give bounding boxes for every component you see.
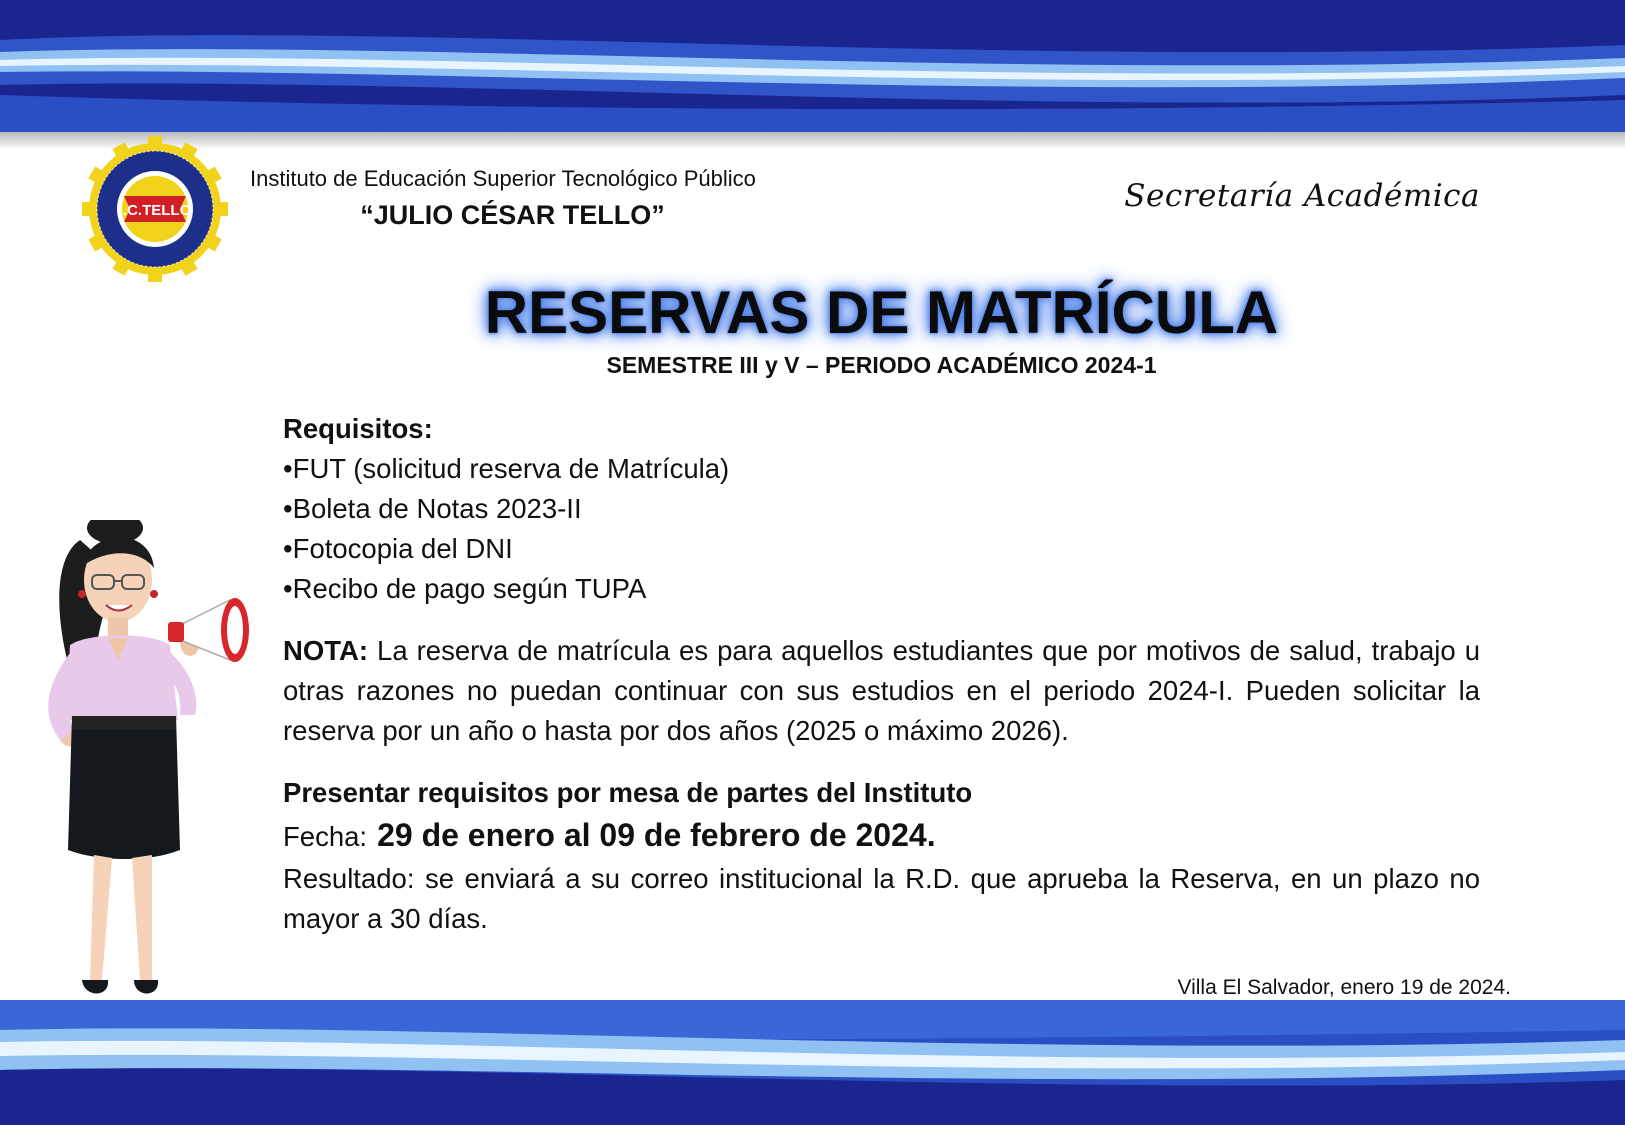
note-paragraph [283, 631, 1480, 751]
institute-name: “JULIO CÉSAR TELLO” [360, 200, 665, 230]
institute-logo [80, 134, 230, 284]
submission-heading: Presentar requisitos por mesa de partes del Instituto [283, 777, 973, 808]
logo-badge-text: I.C.TELLO [118, 202, 192, 219]
requirement-item: • FUT (solicitud reserva de Matrícula) [283, 449, 1480, 489]
result-paragraph: Resultado: se enviará a su correo institucional la R.D. que aprueba la Reserva, en un plazo no mayor a 30 días. [283, 863, 1480, 934]
requirements-heading: Requisitos: [283, 413, 433, 444]
department-name: Secretaría Académica [1124, 178, 1480, 214]
place-and-date: Villa El Salvador, enero 19 de 2024. [1177, 976, 1511, 999]
note-label: NOTA: [283, 635, 369, 666]
date-label: Fecha: [283, 821, 368, 852]
footer-wave-band [0, 1000, 1625, 1125]
page-title: RESERVAS DE MATRÍCULA [484, 279, 1279, 346]
requirement-item: • Recibo de pago según TUPA [283, 569, 1480, 609]
requirements-list [283, 449, 1480, 609]
page-subtitle: SEMESTRE III y V – PERIODO ACADÉMICO 2024-1 [606, 352, 1157, 378]
note-text: La reserva de matrícula es para aquellos estudiantes que por motivos de salud, trabajo u otras razones no puedan continuar con sus estudios en el periodo 2024-I. Pueden solicitar la reserva por un año o hasta por dos años (2025 o máximo 2026). [283, 635, 1480, 746]
institute-type: Instituto de Educación Superior Tecnológico Público [250, 166, 756, 191]
header-wave-band [0, 0, 1625, 150]
announcement-body [283, 409, 1480, 939]
megaphone-icon [168, 598, 249, 662]
submission-date-line [283, 813, 1480, 859]
requirement-item: • Boleta de Notas 2023-II [283, 489, 1480, 529]
requirement-item: • Fotocopia del DNI [283, 529, 1480, 569]
date-value: 29 de enero al 09 de febrero de 2024. [377, 817, 936, 853]
woman-megaphone-illustration [30, 520, 270, 1030]
